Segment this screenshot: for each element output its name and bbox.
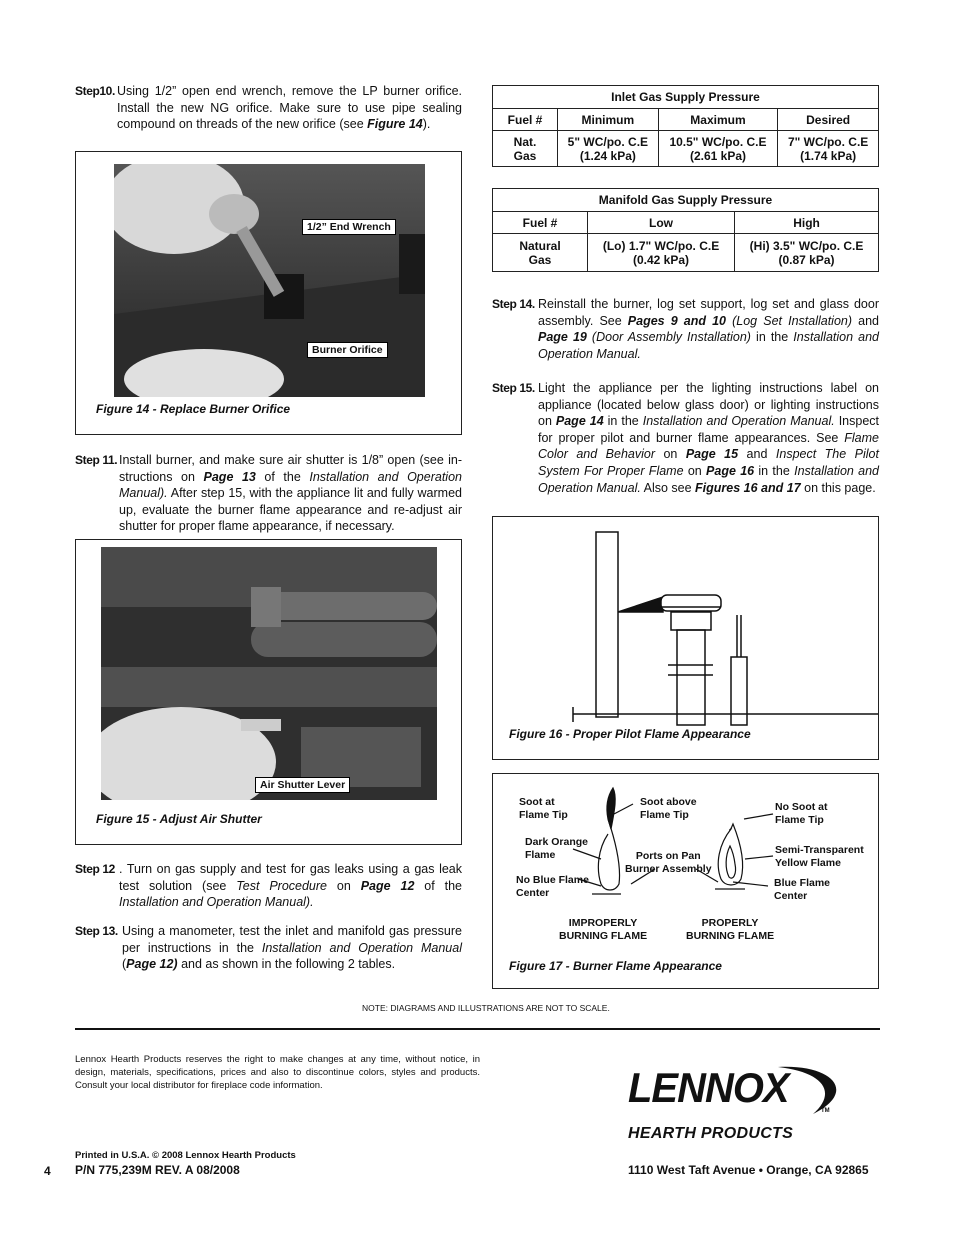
logo-text: LENNOX <box>628 1064 789 1111</box>
figure-ref: Figure 14 <box>367 117 423 132</box>
cell-line: 7" WC/po. C.E <box>787 134 869 149</box>
step-text-end: ). <box>422 117 431 132</box>
step-text: After step 15, with the appliance lit and fully warmed up, evaluate the burner flame appearance and re-adjust air shutter for proper flame appearance, if necessary. <box>119 486 462 534</box>
figure-14 <box>75 151 462 435</box>
scale-note: NOTE: DIAGRAMS AND ILLUSTRATIONS ARE NOT TO SCALE. <box>362 1003 610 1013</box>
step-text: in the <box>750 330 794 345</box>
step-11 <box>75 452 462 535</box>
cell-line: (0.87 kPa) <box>778 252 835 267</box>
figure-15 <box>75 539 462 845</box>
step-text: . Turn on gas supply and test for gas leaks using a gas leak test solution (see <box>119 862 462 893</box>
step-text: in the <box>603 414 643 429</box>
page-ref: Page 19 <box>538 330 587 345</box>
step-text: in the <box>754 463 795 478</box>
col-header: Fuel # <box>493 212 588 234</box>
label-line: IMPROPERLY <box>568 917 638 929</box>
manual-ref: Installation and Operation Manual <box>261 940 462 955</box>
label-line: Semi-Transparent <box>775 844 864 856</box>
cell-line: 5" WC/po. C.E <box>567 134 649 149</box>
label-line: Soot above <box>640 796 697 808</box>
manual-ref: Installation and Operation Manual. <box>538 330 879 361</box>
figure-caption: Figure 14 - Replace Burner Orifice <box>96 402 291 416</box>
table-cell <box>658 131 778 167</box>
cell-line: (1.24 kPa) <box>579 148 636 163</box>
page-ref: Page 12) <box>126 957 178 972</box>
disclaimer: Lennox Hearth Products reserves the right to make changes at any time, without notice, in design, materials, specifications, prices and also to discontinue colors, styles and products. Consult your local distributor for fireplace code information. <box>75 1054 480 1091</box>
wrench-photo-illustration <box>114 164 425 397</box>
table-cell <box>493 131 558 167</box>
step-15 <box>492 380 879 496</box>
page-ref: Page 16 <box>706 463 755 478</box>
dark-orange-label <box>525 836 588 861</box>
step-number: Step 11. <box>75 453 118 467</box>
blue-center-label <box>774 877 830 902</box>
semi-transparent-label <box>775 844 864 869</box>
label-line: Ports on Pan <box>635 850 701 862</box>
manifold-pressure-table <box>492 188 879 272</box>
soot-at-tip-label <box>519 796 568 821</box>
section-ref: (Door Assembly Installation) <box>586 330 751 345</box>
label-line: Flame Tip <box>640 808 689 821</box>
burner-orifice-label: Burner Orifice <box>307 342 388 358</box>
label-line: Center <box>516 886 550 899</box>
label-line: Flame <box>525 848 556 861</box>
cell-line: Gas <box>528 252 552 267</box>
label-line: Yellow Flame <box>775 856 841 869</box>
proper-label <box>686 917 774 942</box>
cell-line: (Hi) 3.5" WC/po. C.E <box>749 238 864 253</box>
step-number: Step 15. <box>492 381 535 395</box>
procedure-ref: Test Procedure <box>236 878 327 893</box>
figure-caption: Figure 15 - Adjust Air Shutter <box>96 812 262 826</box>
table-cell <box>558 131 659 167</box>
table-cell <box>588 234 735 272</box>
col-header: Minimum <box>558 109 659 131</box>
step-text: and <box>852 313 879 328</box>
page-ref: Page 12 <box>360 878 415 893</box>
ports-label <box>625 850 712 875</box>
step-number: Step10. <box>75 84 115 98</box>
step-text: of the <box>414 878 463 893</box>
step-text: and <box>738 447 776 462</box>
table-cell <box>778 131 879 167</box>
figure-caption: Figure 16 - Proper Pilot Flame Appearance <box>509 727 751 741</box>
page-ref: Pages 9 and 10 <box>627 313 727 328</box>
figure-ref: Figures 16 and 17 <box>695 480 801 495</box>
air-shutter-photo-illustration <box>101 547 437 800</box>
label-line: Center <box>774 889 808 902</box>
step-text: Install burner, and make sure air shutter is 1/8” open (see in-structions on <box>119 453 462 484</box>
no-blue-center-label <box>516 874 589 899</box>
step-text: Using a manometer, test the inlet and manifold gas pressure per instructions in the <box>122 924 462 955</box>
inlet-pressure-table <box>492 85 879 167</box>
label-line: Dark Orange <box>525 836 589 848</box>
cell-line: Gas <box>513 148 537 163</box>
label-line: Flame Tip <box>519 808 568 821</box>
label-line: Burner Assembly <box>625 862 712 875</box>
wrench-label: 1/2” End Wrench <box>302 219 396 235</box>
page-ref: Page 15 <box>685 447 739 462</box>
table-cell <box>493 234 588 272</box>
part-number: P/N 775,239M REV. A 08/2008 <box>75 1163 240 1177</box>
label-line: Blue Flame <box>774 877 831 889</box>
step-text: Also see <box>640 480 696 495</box>
page-ref: Page 13 <box>203 469 256 484</box>
section-ref: (Log Set Installation) <box>726 313 853 328</box>
step-text: Light the appliance per the lighting instructions label on appliance (located below glass door) or lighting instructions on <box>538 381 879 429</box>
label-line: PROPERLY <box>701 917 759 929</box>
pilot-flame-diagram <box>493 517 878 732</box>
figure-14-photo <box>114 164 425 397</box>
cell-line: (1.74 kPa) <box>800 148 857 163</box>
printed-line: Printed in U.S.A. © 2008 Lennox Hearth Products <box>75 1150 296 1161</box>
figure-15-photo <box>101 547 437 800</box>
lennox-logo <box>628 1062 848 1120</box>
step-text: Using 1/2” open end wrench, remove the LP burner orifice. Install the new NG orifice. Make sure to use pipe sealing compound on threads of the new orifice (see <box>117 84 462 132</box>
step-text: Inspect for proper pilot and burner flame appearances. See <box>538 414 879 445</box>
step-text: ( <box>122 957 127 972</box>
trademark: TM <box>821 1108 830 1114</box>
section-ref: Flame Color and Behavior <box>538 430 879 462</box>
step-13 <box>75 923 462 973</box>
manual-ref: Installation and Operation Manual). <box>119 895 314 910</box>
table-cell <box>735 234 879 272</box>
col-header: Fuel # <box>493 109 558 131</box>
cell-line: (0.42 kPa) <box>633 252 690 267</box>
figure-16 <box>492 516 879 760</box>
soot-above-tip-label <box>640 796 697 821</box>
label-line: Flame Tip <box>775 813 824 826</box>
no-soot-label <box>775 801 828 826</box>
manual-ref: Installation and Operation Manual). <box>119 469 462 501</box>
label-line: BURNING FLAME <box>686 929 775 942</box>
manual-ref: Installation and Operation Manual. <box>642 414 835 429</box>
section-ref: Inspect The Pilot System For Proper Flame <box>538 447 879 478</box>
cell-line: (Lo) 1.7" WC/po. C.E <box>602 238 720 253</box>
cell-line: Natural <box>519 238 561 253</box>
figure-caption: Figure 17 - Burner Flame Appearance <box>509 959 722 973</box>
air-shutter-lever-label: Air Shutter Lever <box>255 777 350 793</box>
col-header: Maximum <box>658 109 778 131</box>
col-header: Desired <box>778 109 879 131</box>
hearth-products: HEARTH PRODUCTS <box>628 1125 794 1142</box>
step-text: on this page. <box>800 480 876 495</box>
step-text: on <box>327 878 361 893</box>
step-number: Step 14. <box>492 297 535 311</box>
manual-ref: Installation and Operation Manual. <box>538 463 879 495</box>
label-line: No Soot at <box>775 801 828 813</box>
label-line: BURNING FLAME <box>559 929 648 942</box>
table-title: Manifold Gas Supply Pressure <box>493 189 879 212</box>
col-header: Low <box>588 212 735 234</box>
step-number: Step 12 <box>75 862 115 876</box>
cell-line: (2.61 kPa) <box>689 148 746 163</box>
step-number: Step 13. <box>75 924 118 938</box>
label-line: Soot at <box>519 796 555 808</box>
table-title: Inlet Gas Supply Pressure <box>493 86 879 109</box>
page-ref: Page 14 <box>555 414 604 429</box>
cell-line: 10.5" WC/po. C.E <box>669 134 767 149</box>
footer-divider <box>75 1028 880 1030</box>
step-text: of the <box>255 469 310 484</box>
step-14 <box>492 296 879 362</box>
step-text: on <box>655 447 686 462</box>
improper-label <box>559 917 647 942</box>
col-header: High <box>735 212 879 234</box>
step-10 <box>75 83 462 133</box>
cell-line: Nat. <box>513 134 537 149</box>
address: 1110 West Taft Avenue • Orange, CA 92865 <box>628 1163 869 1177</box>
step-text: Reinstall the burner, log set support, log set and glass door assembly. See <box>538 297 879 328</box>
page-number: 4 <box>44 1164 51 1178</box>
step-12 <box>75 861 462 911</box>
figure-17 <box>492 773 879 989</box>
step-text: and as shown in the following 2 tables. <box>177 957 396 972</box>
step-text: on <box>683 463 707 478</box>
label-line: No Blue Flame <box>516 874 589 886</box>
